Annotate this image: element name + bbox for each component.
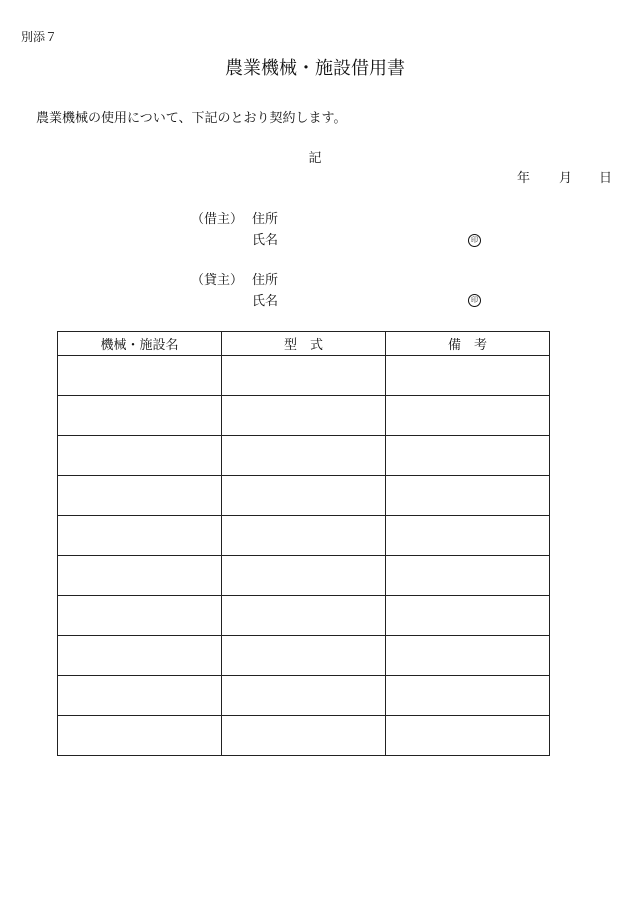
cell-remarks[interactable] (386, 556, 550, 596)
cell-model[interactable] (222, 396, 386, 436)
cell-remarks[interactable] (386, 676, 550, 716)
lender-address-label: 住所 (252, 273, 279, 288)
lender-seal-mark: 印 (468, 294, 481, 307)
header-model: 型 式 (222, 332, 386, 356)
table-row (58, 676, 550, 716)
cell-equipment-name[interactable] (58, 556, 222, 596)
cell-remarks[interactable] (386, 516, 550, 556)
table-row (58, 476, 550, 516)
cell-model[interactable] (222, 356, 386, 396)
cell-model[interactable] (222, 516, 386, 556)
table-header-row (58, 332, 550, 356)
cell-model[interactable] (222, 556, 386, 596)
date-day-label: 日 (599, 171, 613, 186)
table-row (58, 556, 550, 596)
cell-model[interactable] (222, 676, 386, 716)
cell-model[interactable] (222, 636, 386, 676)
table-row (58, 516, 550, 556)
ki-label: 記 (308, 151, 322, 166)
cell-equipment-name[interactable] (58, 516, 222, 556)
cell-remarks[interactable] (386, 476, 550, 516)
cell-model[interactable] (222, 716, 386, 756)
lender-role: （貸主） (191, 273, 244, 288)
header-remarks: 備 考 (386, 332, 550, 356)
cell-remarks[interactable] (386, 636, 550, 676)
cell-equipment-name[interactable] (58, 636, 222, 676)
cell-equipment-name[interactable] (58, 436, 222, 476)
date-year-label: 年 (517, 171, 531, 186)
cell-remarks[interactable] (386, 596, 550, 636)
table-row (58, 356, 550, 396)
borrower-seal-mark: 印 (468, 234, 481, 247)
header-equipment-name: 機械・施設名 (58, 332, 222, 356)
cell-model[interactable] (222, 436, 386, 476)
borrower-name-label: 氏名 (252, 233, 279, 248)
cell-equipment-name[interactable] (58, 596, 222, 636)
intro-text: 農業機械の使用について、下記のとおり契約します。 (36, 111, 347, 126)
table-body (58, 356, 550, 756)
table-row (58, 396, 550, 436)
cell-remarks[interactable] (386, 716, 550, 756)
borrower-role: （借主） (191, 212, 244, 227)
cell-model[interactable] (222, 596, 386, 636)
table-row (58, 436, 550, 476)
cell-equipment-name[interactable] (58, 396, 222, 436)
cell-remarks[interactable] (386, 436, 550, 476)
cell-remarks[interactable] (386, 356, 550, 396)
document-title: 農業機械・施設借用書 (225, 58, 405, 79)
attachment-label: 別添７ (21, 30, 58, 44)
cell-equipment-name[interactable] (58, 356, 222, 396)
table-row (58, 716, 550, 756)
lender-name-label: 氏名 (252, 294, 279, 309)
cell-equipment-name[interactable] (58, 476, 222, 516)
cell-model[interactable] (222, 476, 386, 516)
cell-remarks[interactable] (386, 396, 550, 436)
cell-equipment-name[interactable] (58, 716, 222, 756)
cell-equipment-name[interactable] (58, 676, 222, 716)
borrower-address-label: 住所 (252, 212, 279, 227)
date-month-label: 月 (559, 171, 573, 186)
table-row (58, 596, 550, 636)
equipment-table (57, 331, 550, 756)
table-row (58, 636, 550, 676)
